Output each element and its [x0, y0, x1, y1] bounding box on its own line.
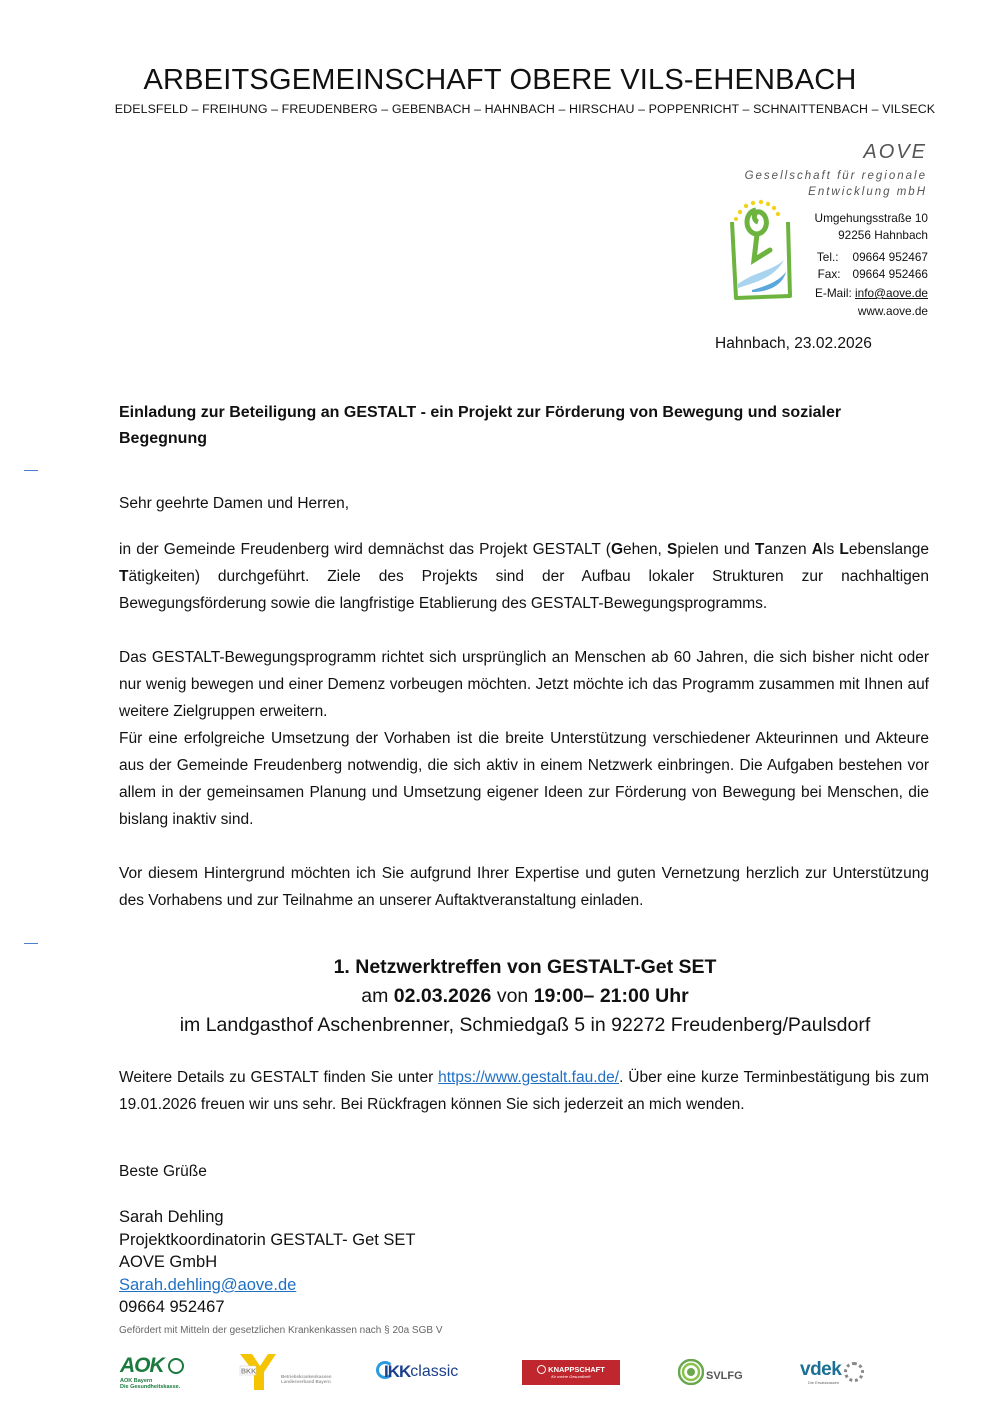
fax-label: Fax:	[817, 267, 841, 281]
gestalt-website-link[interactable]: https://www.gestalt.fau.de/	[438, 1069, 620, 1086]
margin-marker	[24, 470, 38, 471]
svlfg-clover-icon	[678, 1359, 704, 1385]
closing: Beste Grüße	[119, 1163, 207, 1180]
sender-tagline-1: Gesellschaft für regionale	[744, 170, 927, 182]
tel-label: Tel.:	[816, 250, 839, 264]
letterhead-municipalities: EDELSFELD – FREIHUNG – FREUDENBERG – GEBENBACH – HAHNBACH – HIRSCHAU – POPPENRICHT – SCHNAITTENBACH – VILSECK	[114, 102, 936, 116]
sender-tel	[817, 250, 928, 264]
aok-tree-icon	[168, 1358, 184, 1374]
aok-logo: AOK AOK Bayern Die Gesundheitskasse.	[120, 1352, 200, 1392]
paragraph-program	[119, 644, 929, 833]
sender-tagline-2: Entwicklung mbH	[808, 186, 927, 198]
svlfg-logo: SVLFG	[678, 1352, 748, 1392]
email-link[interactable]: info@aove.de	[855, 286, 928, 300]
paragraph-program-b: Für eine erfolgreiche Umsetzung der Vorhaben ist die breite Unterstützung verschiedener Akteurinnen und Akteure aus der Gemeinde Freudenberg notwendig, die sich aktiv in einem Netzwerk einbringen. Die Aufgaben bestehen vor allem in der gemeinsamen Planung und Umsetzung eigener Ideen zur Förderung von Bewegung bei Menschen, die bislang inaktiv sind.	[119, 730, 929, 828]
vdek-dotted-circle-icon	[844, 1362, 864, 1382]
paragraph-intro: in der Gemeinde Freudenberg wird demnächst das Projekt GESTALT (Gehen, Spielen und Tanzen Als Lebenslange Tätigkeiten) durchgeführt. Ziele des Projekts sind der Aufbau lokaler Strukturen zur nachhaltigen Bewegungsförderung sowie die langfristige Etablierung des GESTALT-Bewegungsprogramms.	[119, 541, 930, 612]
letterhead-title: ARBEITSGEMEINSCHAFT OBERE VILS-EHENBACH	[143, 64, 857, 96]
knappschaft-wheel-icon	[537, 1365, 546, 1374]
signature-phone: 09664 952467	[119, 1298, 225, 1317]
paragraph-invitation: Vor diesem Hintergrund möchten ich Sie aufgrund Ihrer Expertise und guten Vernetzung herzlich zur Unterstützung des Vorhabens und zur Teilnahme an unserer Auftaktveranstaltung einladen.	[119, 865, 929, 909]
funding-note: Gefördert mit Mitteln der gesetzlichen Krankenkassen nach § 20a SGB V	[119, 1325, 443, 1336]
knappschaft-logo: KNAPPSCHAFT für meine Gesundheit!	[522, 1352, 620, 1392]
date-line: Hahnbach, 23.02.2026	[715, 335, 872, 352]
signature-company: AOVE GmbH	[119, 1253, 218, 1272]
bkk-logo: BKK Betriebskrankenkassen Landesverband Bayern	[238, 1352, 338, 1392]
letter-subject: Einladung zur Beteiligung an GESTALT - ein Projekt zur Förderung von Bewegung und sozialer Begegnung	[119, 404, 842, 447]
sender-fax	[818, 267, 928, 281]
vdek-logo: vdek Die Ersatzkassen	[800, 1352, 882, 1392]
salutation: Sehr geehrte Damen und Herren,	[119, 495, 350, 512]
paragraph-details: Weitere Details zu GESTALT finden Sie unter https://www.gestalt.fau.de/. Über eine kurze Terminbestätigung bis zum 19.01.2026 freuen wir uns sehr. Bei Rückfragen können Sie sich jederzeit an mich wenden.	[119, 1069, 929, 1113]
signature-role: Projektkoordinatorin GESTALT- Get SET	[119, 1230, 416, 1249]
sender-org-name: AOVE	[863, 141, 927, 163]
event-time: 19:00– 21:00 Uhr	[533, 985, 689, 1007]
sender-email	[815, 286, 928, 300]
event-datetime: am 02.03.2026 von 19:00– 21:00 Uhr	[361, 985, 689, 1007]
email-label: E-Mail:	[815, 286, 852, 300]
signature-name: Sarah Dehling	[119, 1208, 224, 1226]
svg-text:BKK: BKK	[241, 1368, 257, 1376]
signature-block	[119, 1206, 416, 1319]
paragraph-program-a: Das GESTALT-Bewegungsprogramm richtet sich ursprünglich an Menschen ab 60 Jahren, die sich bisher nicht oder nur wenig bewegen und einer Demenz vorbeugen möchten. Jetzt möchte ich das Programm zusammen mit Ihnen auf weitere Zielgruppen erweitern.	[119, 649, 929, 720]
event-date: 02.03.2026	[393, 985, 492, 1007]
sender-street: Umgehungsstraße 10	[814, 211, 928, 225]
sender-city: 92256 Hahnbach	[838, 228, 928, 242]
margin-marker	[24, 943, 38, 944]
aove-flower-logo-icon	[726, 198, 798, 302]
ikk-classic-logo: IKK classic	[376, 1352, 466, 1392]
fax-number: 09664 952466	[852, 267, 928, 281]
event-title: 1. Netzwerktreffen von GESTALT-Get SET	[333, 956, 717, 978]
bkk-y-icon	[238, 1352, 278, 1392]
tel-number: 09664 952467	[852, 250, 928, 264]
signature-email-link[interactable]: Sarah.dehling@aove.de	[119, 1275, 297, 1294]
event-location: im Landgasthof Aschenbrenner, Schmiedgaß 5 in 92272 Freudenberg/Paulsdorf	[179, 1014, 871, 1036]
sender-website: www.aove.de	[857, 304, 928, 318]
